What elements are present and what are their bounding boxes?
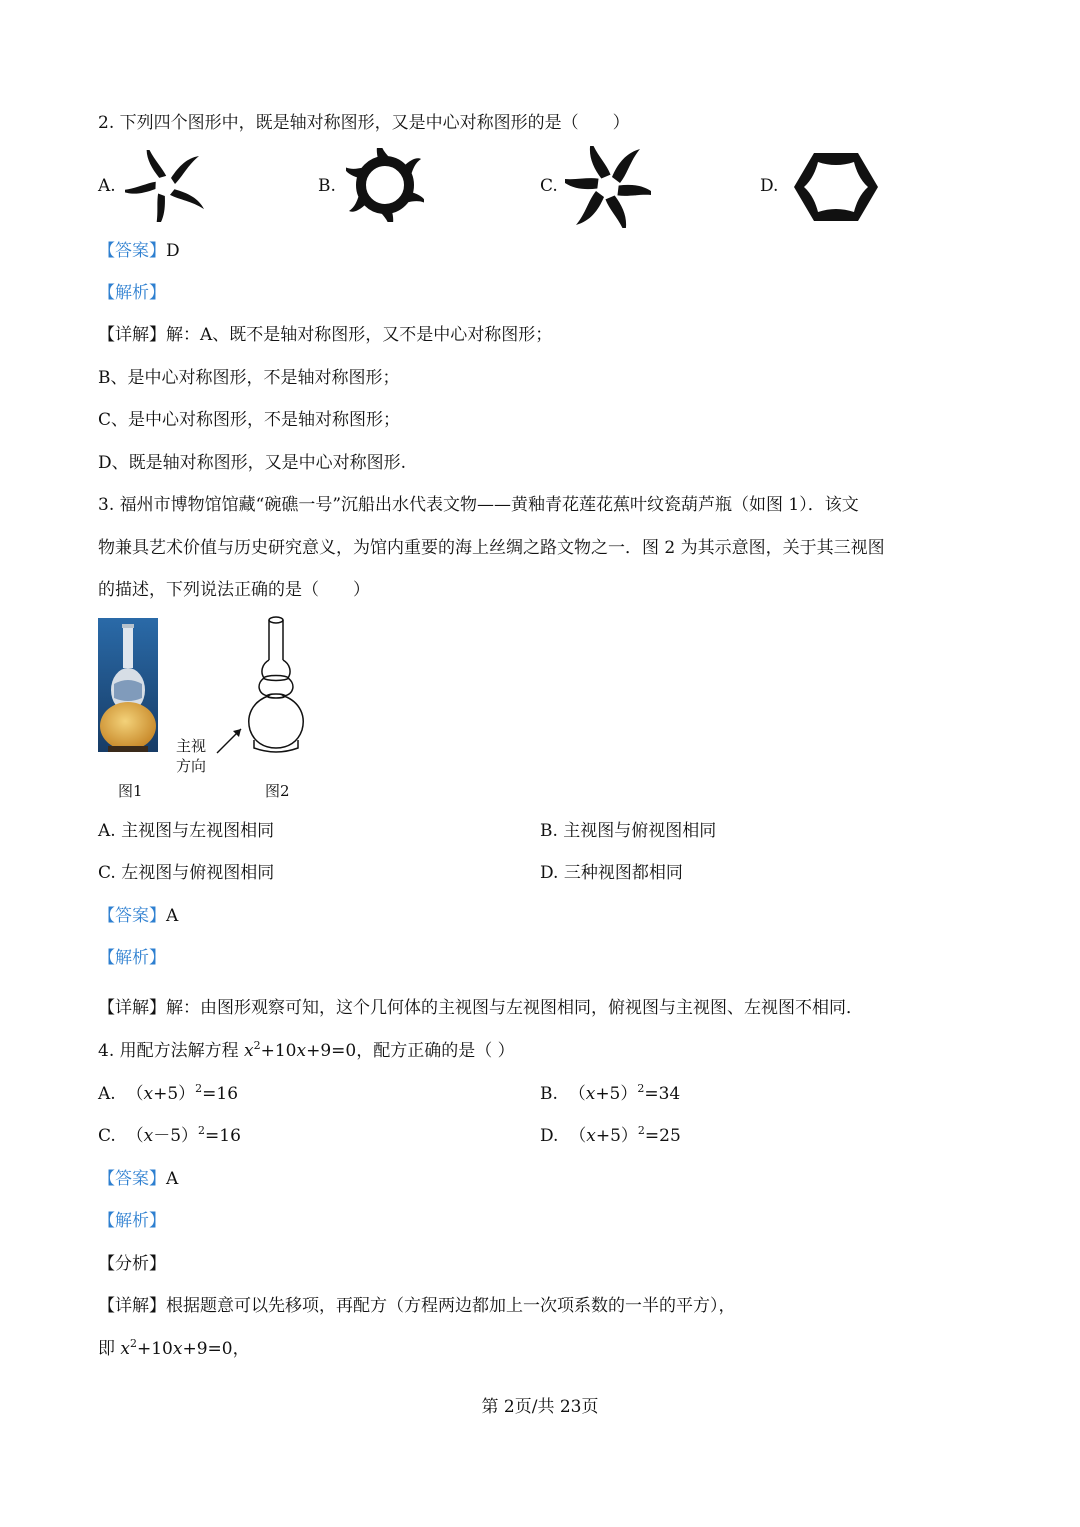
q2-detail-line-1 <box>98 323 552 347</box>
option-value: =34 <box>644 1084 681 1104</box>
q3-analysis-tag: 【解析】 <box>98 948 166 968</box>
stem-var: x <box>244 1041 254 1061</box>
q2-detail-line-2: B、是中心对称图形，不是轴对称图形； <box>98 368 400 388</box>
detail-text: 根据题意可以先移项，再配方（方程两边都加上一次项系数的一半的平方）， <box>166 1296 736 1316</box>
paren: （ <box>126 1126 144 1146</box>
eq-var: x <box>172 1339 183 1359</box>
view-direction-arrow-icon <box>214 726 244 756</box>
option-label: B. <box>540 1084 558 1104</box>
q2-option-a-label: A. <box>98 176 116 196</box>
q4-stem <box>98 1039 515 1063</box>
q2-analysis-tag: 【解析】 <box>98 283 166 303</box>
option-expr: +5） <box>595 1084 638 1104</box>
q2-answer <box>98 239 180 263</box>
option-var: x <box>586 1126 596 1146</box>
q3-figure-2-vase-outline <box>240 614 312 756</box>
stem-var: x <box>296 1041 307 1061</box>
answer-value: A <box>166 1169 179 1189</box>
eq-coef: +10 <box>137 1339 173 1359</box>
option-var: x <box>143 1126 154 1146</box>
q3-option-d: D. 三种视图都相同 <box>540 863 683 883</box>
q4-answer <box>98 1167 178 1191</box>
q3-stem-line-2: 物兼具艺术价值与历史研究意义，为馆内重要的海上丝绸之路文物之一．图 2 为其示意图，关于其三视图 <box>98 538 885 558</box>
option-value: =25 <box>644 1126 681 1146</box>
answer-tag: 【答案】 <box>98 241 166 261</box>
option-expr: +5） <box>153 1084 196 1104</box>
stem-tail: +9=0，配方正确的是（ ） <box>306 1041 515 1061</box>
q4-equation-line <box>98 1337 250 1361</box>
option-label: A. <box>98 1084 116 1104</box>
option-value: =16 <box>202 1084 239 1104</box>
q3-figure-2-caption: 图2 <box>265 782 290 800</box>
stem-text: 4. 用配方法解方程 <box>98 1041 245 1061</box>
option-exponent: 2 <box>195 1082 203 1095</box>
option-var: x <box>585 1084 596 1104</box>
q3-option-a: A. 主视图与左视图相同 <box>98 821 275 841</box>
page-footer: 第 2页/共 23页 <box>481 1397 599 1417</box>
q3-figure-1-vase-photo <box>98 618 158 752</box>
q2-figure-c-pinwheel <box>565 146 651 228</box>
q2-option-b-label: B. <box>318 176 336 196</box>
q2-figure-d-hexagon <box>790 150 882 224</box>
option-var: x <box>143 1084 154 1104</box>
option-exponent: 2 <box>198 1124 206 1137</box>
direction-label-line-1: 主视 <box>176 737 207 755</box>
q2-option-c-label: C. <box>540 176 558 196</box>
paren: （ <box>126 1084 144 1104</box>
q4-option-a <box>98 1082 238 1106</box>
paren: （ <box>568 1084 586 1104</box>
stem-exponent: 2 <box>253 1039 261 1052</box>
option-label: D. <box>540 1126 559 1146</box>
answer-tag: 【答案】 <box>98 1169 166 1189</box>
q4-option-d <box>540 1124 681 1148</box>
eq-var: x <box>120 1339 130 1359</box>
option-expr: －5） <box>153 1126 199 1146</box>
eq-tail: +9=0， <box>182 1339 250 1359</box>
q3-answer <box>98 904 178 928</box>
option-value: =16 <box>205 1126 241 1146</box>
option-expr: +5） <box>595 1126 638 1146</box>
q4-option-b <box>540 1082 680 1106</box>
q3-detail <box>98 996 863 1020</box>
q3-option-b: B. 主视图与俯视图相同 <box>540 821 717 841</box>
detail-tag: 【详解】 <box>98 1296 166 1316</box>
q3-stem-line-1: 3. 福州市博物馆馆藏“碗礁一号”沉船出水代表文物——黄釉青花莲花蕉叶纹瓷葫芦瓶（如图 1）．该文 <box>98 495 859 515</box>
q2-detail-line-4: D、既是轴对称图形，又是中心对称图形. <box>98 453 407 473</box>
option-exponent: 2 <box>637 1124 645 1137</box>
detail-tag: 【详解】 <box>98 325 166 345</box>
direction-label-line-2: 方向 <box>176 757 207 775</box>
q3-option-c: C. 左视图与俯视图相同 <box>98 863 275 883</box>
eq-prefix: 即 <box>98 1339 121 1359</box>
q4-analysis-tag: 【解析】 <box>98 1211 166 1231</box>
answer-tag: 【答案】 <box>98 906 166 926</box>
q2-option-d-label: D. <box>760 176 779 196</box>
q2-detail-line-3: C、是中心对称图形，不是轴对称图形； <box>98 410 401 430</box>
option-exponent: 2 <box>637 1082 645 1095</box>
paren: （ <box>569 1126 587 1146</box>
q4-analyze-tag: 【分析】 <box>98 1254 166 1274</box>
answer-value: A <box>166 906 179 926</box>
detail-text: 解：由图形观察可知，这个几何体的主视图与左视图相同，俯视图与主视图、左视图不相同． <box>166 998 863 1018</box>
eq-exponent: 2 <box>130 1337 137 1350</box>
q3-direction-label <box>176 736 206 776</box>
stem-coef: +10 <box>260 1041 297 1061</box>
q4-option-c <box>98 1124 241 1148</box>
q2-stem: 2. 下列四个图形中，既是轴对称图形，又是中心对称图形的是（ ） <box>98 113 630 133</box>
answer-value: D <box>166 241 180 261</box>
q2-figure-b-ring <box>346 148 424 222</box>
detail-text: 解：A、既不是轴对称图形，又不是中心对称图形； <box>166 325 553 345</box>
q3-figure-1-caption: 图1 <box>118 782 143 800</box>
q3-stem-line-3: 的描述，下列说法正确的是（ ） <box>98 580 370 600</box>
q4-detail <box>98 1294 736 1318</box>
detail-tag: 【详解】 <box>98 998 166 1018</box>
option-label: C. <box>98 1126 116 1146</box>
q2-figure-a-pinwheel <box>125 150 205 222</box>
